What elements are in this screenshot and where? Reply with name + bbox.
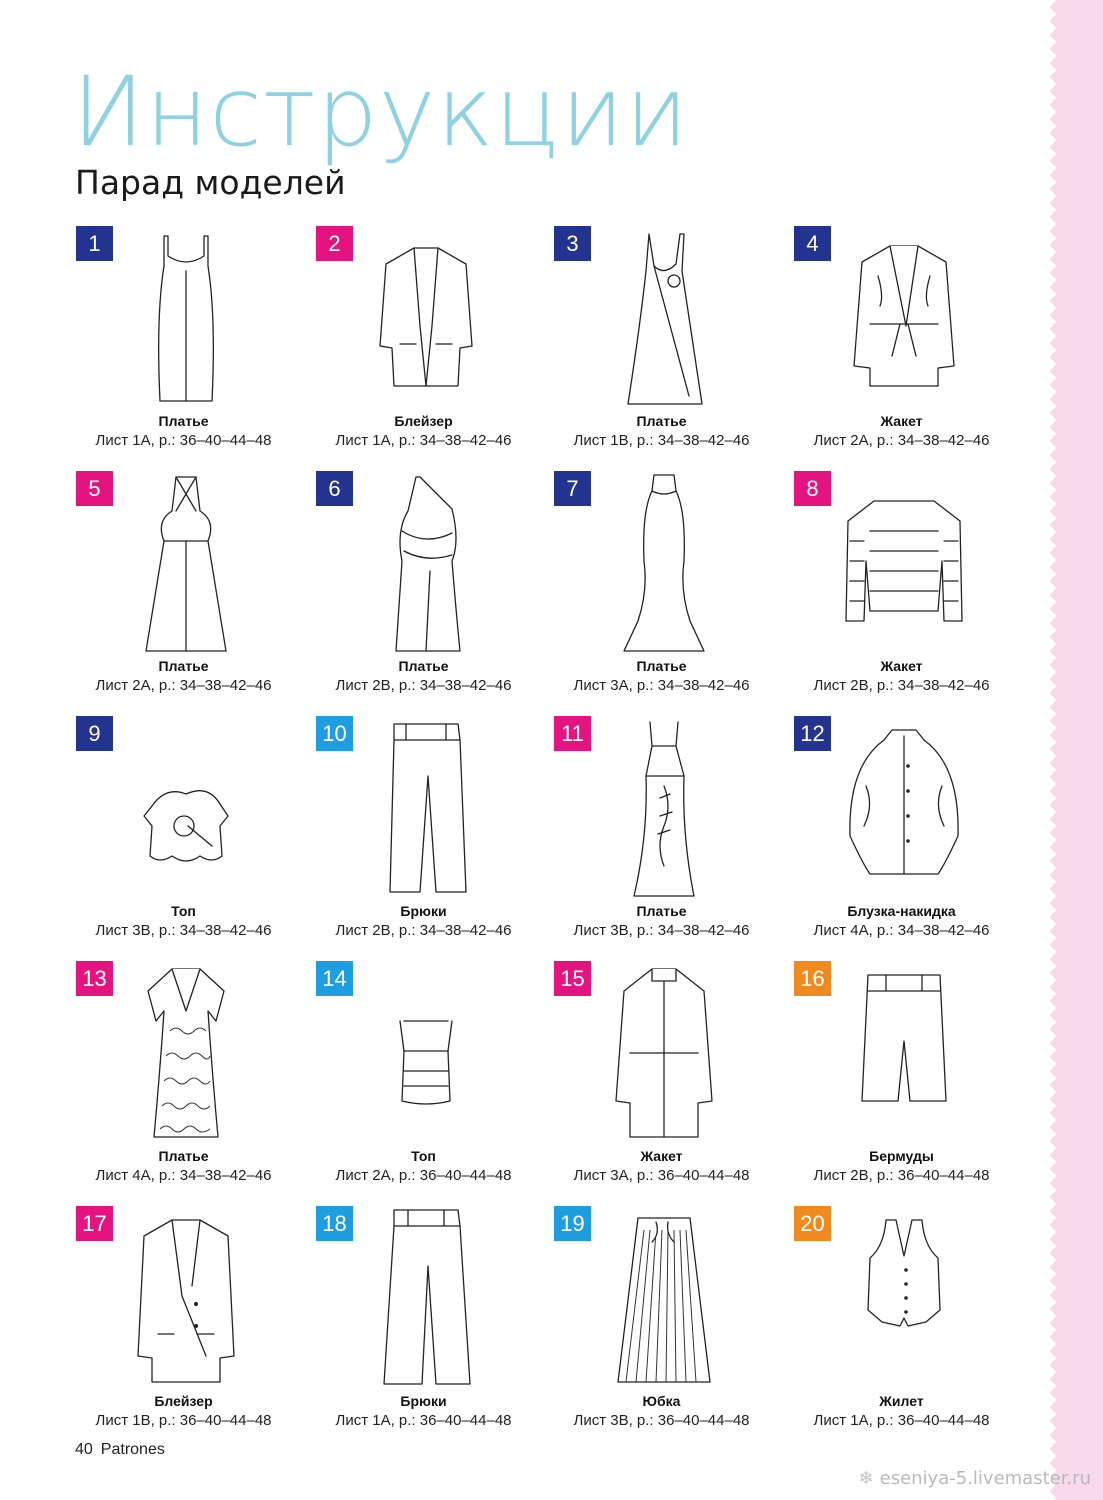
model-name: Блузка-накидка xyxy=(847,903,956,919)
parka-jacket-icon xyxy=(594,961,734,1143)
model-number-badge: 1 xyxy=(76,226,113,261)
ruffle-top-icon xyxy=(116,716,256,898)
wide-trousers-icon xyxy=(356,1206,496,1388)
model-name: Платье xyxy=(398,658,449,674)
model-caption xyxy=(554,1147,769,1185)
model-sheet-sizes: Лист 1А, р.: 36–40–44–48 xyxy=(813,1412,990,1429)
model-card xyxy=(76,471,286,711)
one-shoulder-dress-icon xyxy=(356,471,496,653)
model-card xyxy=(794,1206,1004,1446)
model-caption xyxy=(316,902,531,940)
model-sheet-sizes: Лист 3В, р.: 36–40–44–48 xyxy=(573,1412,750,1429)
model-number-badge: 18 xyxy=(316,1206,353,1241)
model-caption xyxy=(316,1147,531,1185)
model-sheet-sizes: Лист 4А, р.: 34–38–42–46 xyxy=(95,1167,272,1184)
model-number-badge: 10 xyxy=(316,716,353,751)
watermark-text: eseniya-5.livemaster.ru xyxy=(879,1468,1091,1489)
model-name: Платье xyxy=(636,413,687,429)
model-number-badge: 12 xyxy=(794,716,831,751)
page-title: Инструкции xyxy=(72,56,690,168)
model-card xyxy=(316,716,526,956)
model-card xyxy=(316,471,526,711)
model-number-badge: 5 xyxy=(76,471,113,506)
model-caption xyxy=(316,1392,531,1430)
model-caption xyxy=(794,412,1009,450)
model-card xyxy=(554,961,764,1201)
model-number-badge: 6 xyxy=(316,471,353,506)
model-caption xyxy=(554,902,769,940)
model-sheet-sizes: Лист 2А, р.: 34–38–42–46 xyxy=(95,677,272,694)
model-name: Блейзер xyxy=(394,413,453,429)
model-caption xyxy=(794,902,1009,940)
model-caption xyxy=(76,1147,291,1185)
cape-blouse-icon xyxy=(834,716,974,898)
model-number-badge: 16 xyxy=(794,961,831,996)
model-caption xyxy=(794,657,1009,695)
model-card xyxy=(794,471,1004,711)
model-caption xyxy=(76,657,291,695)
page-number: 40 xyxy=(75,1441,93,1458)
model-card xyxy=(316,1206,526,1446)
model-number-badge: 4 xyxy=(794,226,831,261)
model-number-badge: 14 xyxy=(316,961,353,996)
page-footer xyxy=(75,1441,165,1459)
model-number-badge: 20 xyxy=(794,1206,831,1241)
model-name: Брюки xyxy=(400,903,447,919)
model-name: Платье xyxy=(636,658,687,674)
model-number-badge: 8 xyxy=(794,471,831,506)
model-sheet-sizes: Лист 2В, р.: 36–40–44–48 xyxy=(813,1167,990,1184)
model-number-badge: 11 xyxy=(554,716,591,751)
model-number-badge: 17 xyxy=(76,1206,113,1241)
model-name: Платье xyxy=(158,1148,209,1164)
model-card xyxy=(76,1206,286,1446)
model-sheet-sizes: Лист 2В, р.: 34–38–42–46 xyxy=(335,922,512,939)
model-number-badge: 2 xyxy=(316,226,353,261)
model-name: Бермуды xyxy=(869,1148,934,1164)
model-name: Юбка xyxy=(642,1393,681,1409)
model-sheet-sizes: Лист 2В, р.: 34–38–42–46 xyxy=(335,677,512,694)
model-sheet-sizes: Лист 1В, р.: 34–38–42–46 xyxy=(573,432,750,449)
model-name: Жакет xyxy=(880,413,923,429)
watermark xyxy=(859,1468,1091,1489)
model-card xyxy=(316,226,526,466)
model-sheet-sizes: Лист 3А, р.: 34–38–42–46 xyxy=(573,677,750,694)
model-card xyxy=(794,716,1004,956)
model-caption xyxy=(554,1392,769,1430)
model-number-badge: 9 xyxy=(76,716,113,751)
model-caption xyxy=(554,412,769,450)
model-sheet-sizes: Лист 4А, р.: 34–38–42–46 xyxy=(813,922,990,939)
blazer-icon xyxy=(356,226,496,408)
pleated-skirt-icon xyxy=(594,1206,734,1388)
model-number-badge: 15 xyxy=(554,961,591,996)
dress-straps-icon xyxy=(116,226,256,408)
model-name: Жакет xyxy=(640,1148,683,1164)
model-card xyxy=(76,961,286,1201)
model-number-badge: 3 xyxy=(554,226,591,261)
model-sheet-sizes: Лист 3А, р.: 36–40–44–48 xyxy=(573,1167,750,1184)
model-caption xyxy=(76,412,291,450)
model-name: Жакет xyxy=(880,658,923,674)
mermaid-dress-icon xyxy=(594,471,734,653)
model-name: Топ xyxy=(171,903,196,919)
model-name: Платье xyxy=(158,413,209,429)
model-number-badge: 7 xyxy=(554,471,591,506)
model-name: Блейзер xyxy=(154,1393,213,1409)
model-number-badge: 13 xyxy=(76,961,113,996)
model-name: Платье xyxy=(636,903,687,919)
model-caption xyxy=(794,1392,1009,1430)
slip-dress-icon xyxy=(594,226,734,408)
model-sheet-sizes: Лист 3В, р.: 34–38–42–46 xyxy=(95,922,272,939)
model-card xyxy=(554,471,764,711)
model-caption xyxy=(76,902,291,940)
model-name: Брюки xyxy=(400,1393,447,1409)
lace-dress-icon xyxy=(116,961,256,1143)
model-card xyxy=(794,226,1004,466)
ruched-dress-icon xyxy=(594,716,734,898)
bermuda-shorts-icon xyxy=(834,961,974,1143)
model-sheet-sizes: Лист 2А, р.: 34–38–42–46 xyxy=(813,432,990,449)
model-name: Топ xyxy=(411,1148,436,1164)
model-name: Жилет xyxy=(879,1393,924,1409)
model-card xyxy=(554,716,764,956)
page-subtitle: Парад моделей xyxy=(75,163,346,202)
model-card xyxy=(554,226,764,466)
magazine-name: Patrones xyxy=(100,1441,165,1458)
model-sheet-sizes: Лист 1А, р.: 36–40–44–48 xyxy=(95,432,272,449)
snowflake-icon: ❄ xyxy=(858,1468,874,1489)
model-card xyxy=(76,716,286,956)
model-caption xyxy=(554,657,769,695)
model-sheet-sizes: Лист 1А, р.: 36–40–44–48 xyxy=(335,1412,512,1429)
wrap-jacket-icon xyxy=(834,226,974,408)
model-number-badge: 19 xyxy=(554,1206,591,1241)
model-sheet-sizes: Лист 1В, р.: 36–40–44–48 xyxy=(95,1412,272,1429)
vest-icon xyxy=(834,1206,974,1388)
model-sheet-sizes: Лист 1А, р.: 34–38–42–46 xyxy=(335,432,512,449)
model-sheet-sizes: Лист 2В, р.: 34–38–42–46 xyxy=(813,677,990,694)
model-sheet-sizes: Лист 2А, р.: 36–40–44–48 xyxy=(335,1167,512,1184)
model-caption xyxy=(794,1147,1009,1185)
model-caption xyxy=(76,1392,291,1430)
model-caption xyxy=(316,412,531,450)
model-card xyxy=(554,1206,764,1446)
double-breasted-blazer-icon xyxy=(116,1206,256,1388)
model-card xyxy=(316,961,526,1201)
model-sheet-sizes: Лист 3В, р.: 34–38–42–46 xyxy=(573,922,750,939)
trousers-icon xyxy=(356,716,496,898)
model-caption xyxy=(316,657,531,695)
model-card xyxy=(794,961,1004,1201)
model-card xyxy=(76,226,286,466)
fringe-jacket-icon xyxy=(834,471,974,653)
crop-top-icon xyxy=(356,961,496,1143)
model-name: Платье xyxy=(158,658,209,674)
halter-dress-icon xyxy=(116,471,256,653)
